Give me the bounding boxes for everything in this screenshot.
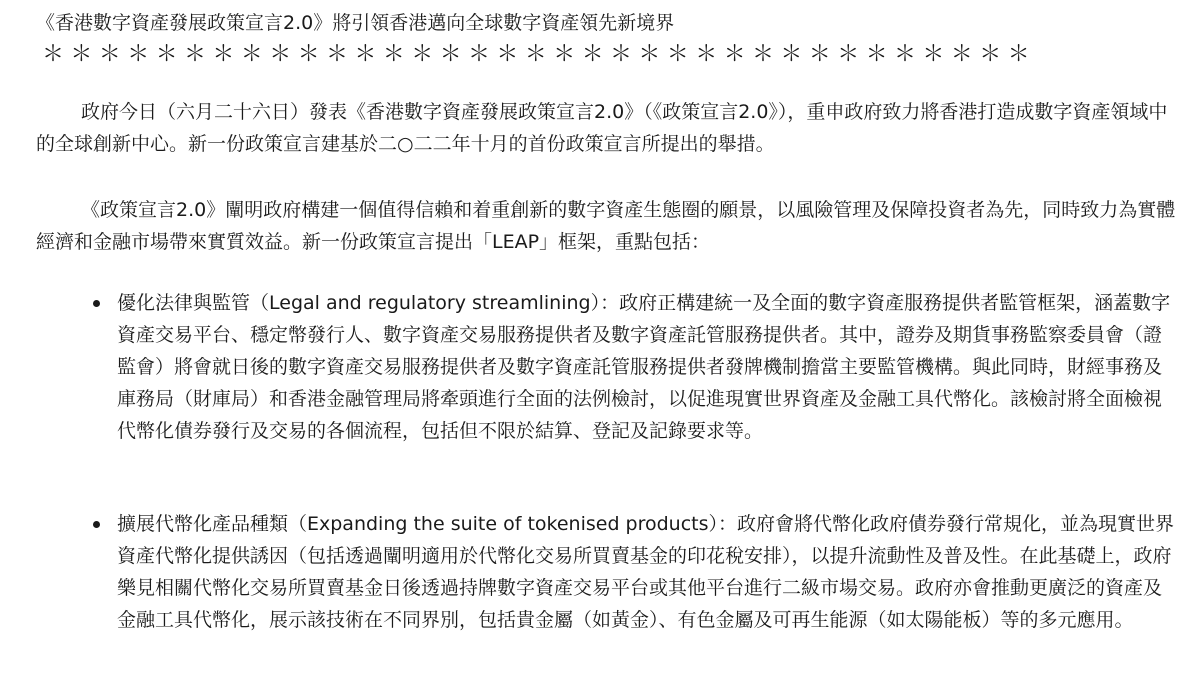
title-separator: ＊＊＊＊＊＊＊＊＊＊＊＊＊＊＊＊＊＊＊＊＊＊＊＊＊＊＊＊＊＊＊＊＊＊＊ bbox=[42, 42, 1037, 67]
paragraph-vision: 《政策宣言2.0》闡明政府構建一個值得信賴和着重創新的數字資產生態圈的願景，以風險管理及保障投資者為先，同時致力為實體經濟和金融市場帶來實質效益。新一份政策宣言提出「LEAP」框架，重點包括： bbox=[36, 199, 1176, 253]
leap-list-part-2 bbox=[36, 508, 1176, 636]
bullet-icon bbox=[93, 521, 100, 528]
list-item-legal-regulatory bbox=[36, 287, 1176, 447]
leap-list-part-1 bbox=[36, 287, 1176, 447]
list-item-text: 擴展代幣化產品種類（Expanding the suite of tokenised products）：政府會將代幣化政府債券發行常規化，並為現實世界資產代幣化提供誘因（包括透過闡明適用於代幣化交易所買賣基金的印花稅安排），以提升流動性及普及性。在此基礎上，政府樂見相關代幣化交易所買賣基金日後透過持牌數字資產交易平台或其他平台進行二級市場交易。政府亦會推動更廣泛的資產及金融工具代幣化，展示該技術在不同界別，包括貴金屬（如黃金）、有色金屬及可再生能源（如太陽能板）等的多元應用。 bbox=[117, 513, 1175, 631]
paragraph-intro: 政府今日（六月二十六日）發表《香港數字資產發展政策宣言2.0》（《政策宣言2.0》），重申政府致力將香港打造成數字資產領域中的全球創新中心。新一份政策宣言建基於二○二二年十月的首份政策宣言所提出的舉措。 bbox=[36, 101, 1168, 155]
list-item-text: 優化法律與監管（Legal and regulatory streamlining）：政府正構建統一及全面的數字資產服務提供者監管框架，涵蓋數字資產交易平台、穩定幣發行人、數字資產交易服務提供者及數字資產託管服務提供者。其中，證券及期貨事務監察委員會（證監會）將會就日後的數字資產交易服務提供者及數字資產託管服務提供者發牌機制擔當主要監管機構。與此同時，財經事務及庫務局（財庫局）和香港金融管理局將牽頭進行全面的法例檢討，以促進現實世界資產及金融工具代幣化。該檢討將全面檢視代幣化債券發行及交易的各個流程，包括但不限於結算、登記及記錄要求等。 bbox=[117, 292, 1171, 442]
list-item-tokenised-products bbox=[36, 508, 1176, 636]
bullet-icon bbox=[93, 300, 100, 307]
document-title: 《香港數字資產發展政策宣言2.0》將引領香港邁向全球數字資產領先新境界 bbox=[36, 12, 675, 34]
